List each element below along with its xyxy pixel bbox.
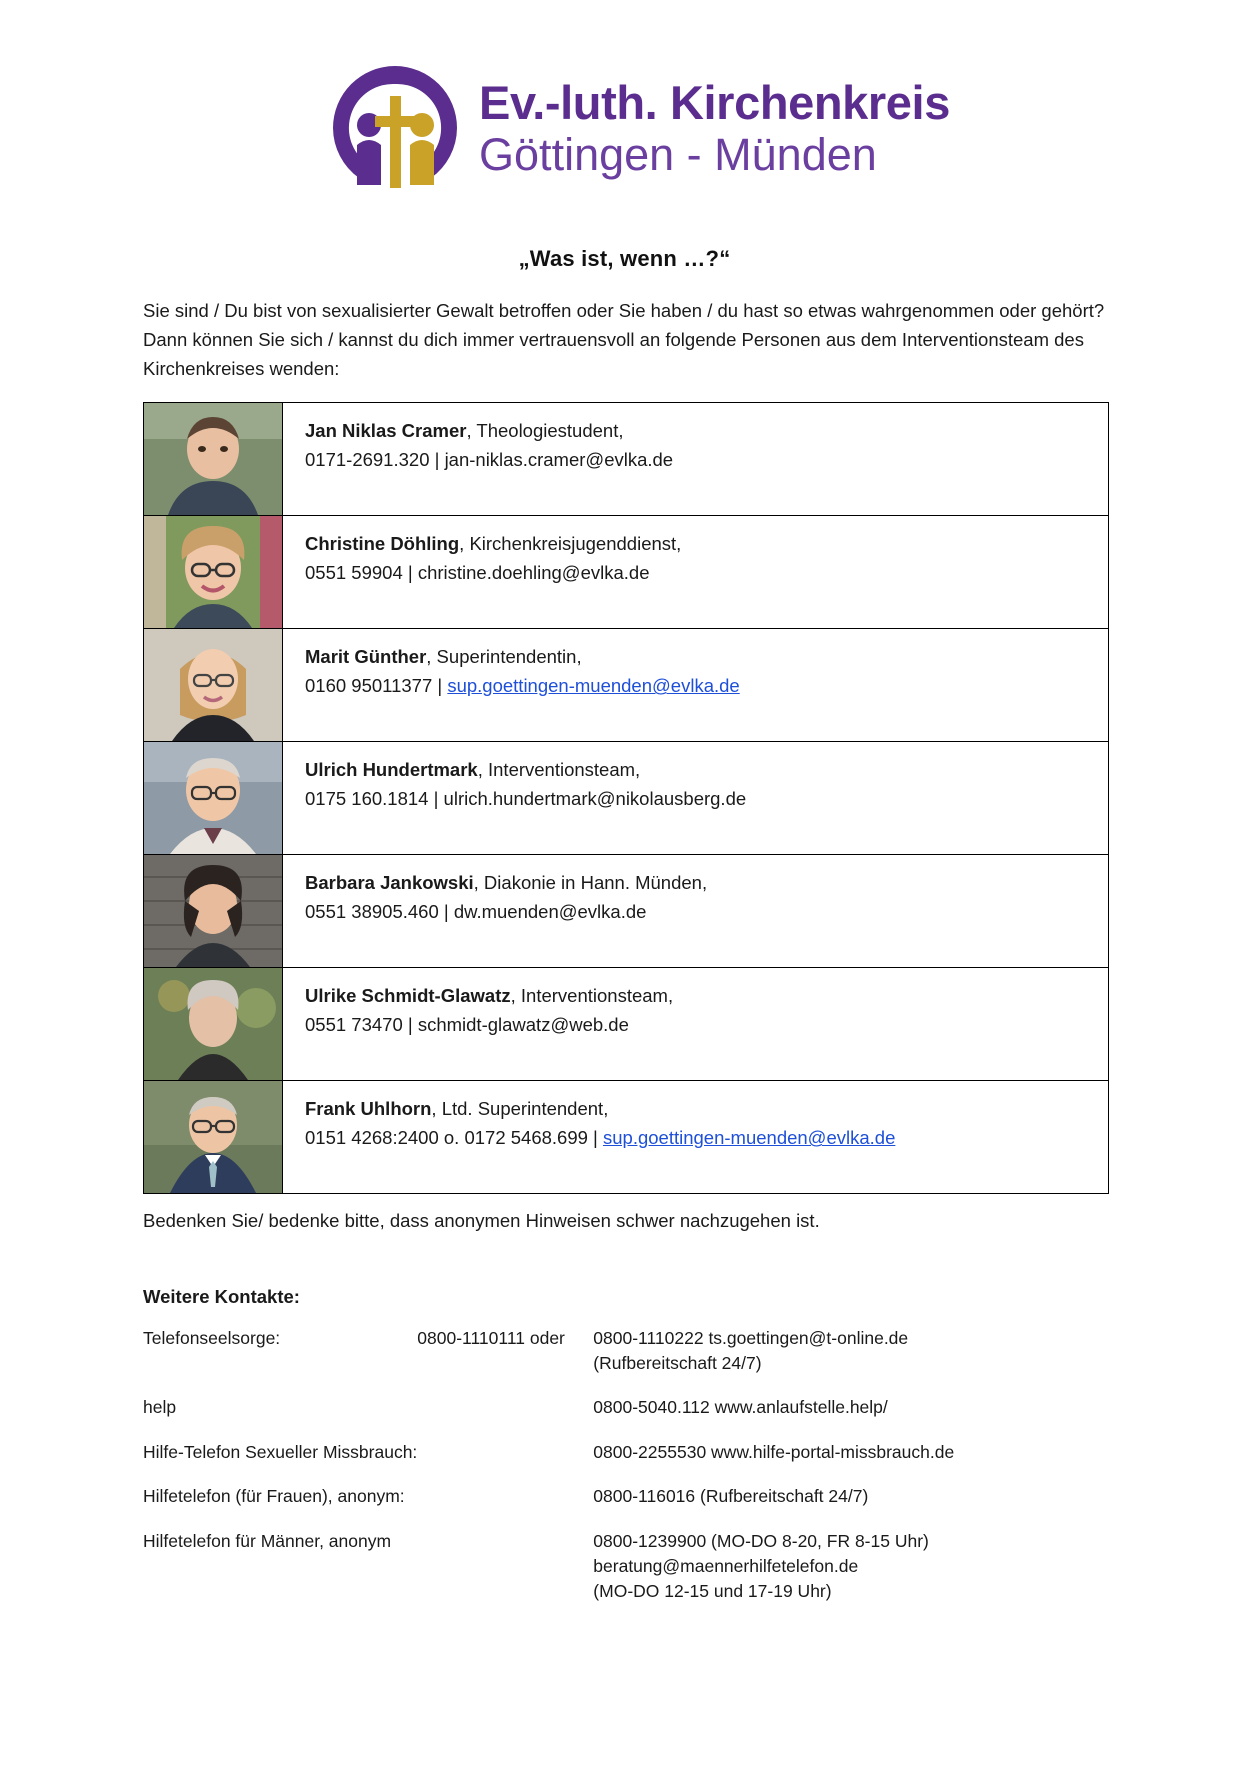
info-cell xyxy=(283,854,1109,967)
person-contact: 0171-2691.320 | jan-niklas.cramer@evlka.de xyxy=(305,449,674,471)
further-contact-value xyxy=(593,1484,1109,1528)
intervention-team-table xyxy=(143,402,1109,1194)
person-name: Frank Uhlhorn xyxy=(305,1097,432,1119)
person-role: , Ltd. Superintendent, xyxy=(431,1097,609,1119)
portrait-frank-uhlhorn xyxy=(144,1081,282,1193)
person-phone: 0151 4268:2400 o. 0172 5468.699 | xyxy=(305,1127,603,1149)
further-contact-label: Hilfetelefon (für Frauen), anonym: xyxy=(143,1486,405,1507)
further-contact-label: Telefonseelsorge: xyxy=(143,1327,281,1348)
page-title: „Was ist, wenn …?“ xyxy=(518,246,731,271)
info-cell xyxy=(283,741,1109,854)
further-contact-row xyxy=(143,1395,1109,1439)
person-email-link[interactable]: sup.goettingen-muenden@evlka.de xyxy=(447,675,740,697)
table-row xyxy=(144,515,1109,628)
person-name: Marit Günther xyxy=(305,645,427,667)
info-cell xyxy=(283,1080,1109,1193)
further-contact-label: help xyxy=(143,1397,177,1418)
further-contact-value-line: 0800-116016 (Rufbereitschaft 24/7) xyxy=(593,1486,869,1507)
further-contacts-table xyxy=(143,1326,1109,1624)
further-contact-value xyxy=(593,1395,1109,1439)
further-contact-label: Hilfetelefon für Männer, anonym xyxy=(143,1530,392,1551)
person-name: Barbara Jankowski xyxy=(305,871,474,893)
further-contact-value xyxy=(593,1326,1109,1396)
portrait-christine-doehling xyxy=(144,516,282,628)
person-name: Christine Döhling xyxy=(305,532,460,554)
person-name: Ulrich Hundertmark xyxy=(305,758,478,780)
person-name: Jan Niklas Cramer xyxy=(305,419,467,441)
photo-cell xyxy=(144,628,283,741)
photo-cell xyxy=(144,515,283,628)
intro-paragraph: Sie sind / Du bist von sexualisierter Gewalt betroffen oder Sie haben / du hast so etwas wahrgenommen oder gehört? Dann können Sie sich / kannst du dich immer vertrauensvoll an folgende Personen aus dem Interventionsteam des Kirchenkreises wenden: xyxy=(143,300,1105,380)
person-role: , Interventionsteam, xyxy=(510,984,674,1006)
table-row xyxy=(144,854,1109,967)
person-role: , Kirchenkreisjugenddienst, xyxy=(459,532,682,554)
further-contact-value-line: 0800-1239900 (MO-DO 8-20, FR 8-15 Uhr) xyxy=(593,1530,929,1551)
person-name: Ulrike Schmidt-Glawatz xyxy=(305,984,511,1006)
further-contact-number-alt xyxy=(417,1440,593,1484)
further-contact-number-alt xyxy=(417,1395,593,1439)
further-contact-value-line: 0800-5040.112 www.anlaufstelle.help/ xyxy=(593,1397,888,1418)
further-contact-row xyxy=(143,1326,1109,1396)
photo-cell xyxy=(144,854,283,967)
person-contact: 0175 160.1814 | ulrich.hundertmark@nikolausberg.de xyxy=(305,788,747,810)
further-contact-label: Hilfe-Telefon Sexueller Missbrauch: xyxy=(143,1441,418,1462)
table-row xyxy=(144,402,1109,515)
logo-line-2: Göttingen - Münden xyxy=(479,129,877,180)
portrait-ulrich-hundertmark xyxy=(144,742,282,854)
further-contact-row xyxy=(143,1484,1109,1528)
further-contact-value-line: (Rufbereitschaft 24/7) xyxy=(593,1353,762,1374)
further-contact-value xyxy=(593,1529,1109,1624)
info-cell xyxy=(283,515,1109,628)
person-role: , Interventionsteam, xyxy=(477,758,641,780)
portrait-marit-guenther xyxy=(144,629,282,741)
further-contact-value-line: (MO-DO 12-15 und 17-19 Uhr) xyxy=(593,1581,832,1602)
portrait-barbara-jankowski xyxy=(144,855,282,967)
further-contact-value-line: 0800-2255530 www.hilfe-portal-missbrauch.de xyxy=(593,1441,955,1462)
person-contact: 0551 38905.460 | dw.muenden@evlka.de xyxy=(305,901,647,923)
table-row xyxy=(144,1080,1109,1193)
photo-cell xyxy=(144,967,283,1080)
table-row xyxy=(144,741,1109,854)
person-contact: 0551 73470 | schmidt-glawatz@web.de xyxy=(305,1014,629,1036)
info-cell xyxy=(283,967,1109,1080)
church-logo-icon xyxy=(319,52,471,204)
anonymity-note: Bedenken Sie/ bedenke bitte, dass anonymen Hinweisen schwer nachzugehen ist. xyxy=(143,1209,820,1231)
logo-line-1: Ev.-luth. Kirchenkreis xyxy=(479,76,950,129)
table-row xyxy=(144,967,1109,1080)
person-role: , Diakonie in Hann. Münden, xyxy=(473,871,708,893)
person-phone: 0160 95011377 | xyxy=(305,675,448,697)
portrait-jan-niklas-cramer xyxy=(144,403,282,515)
further-contact-number-alt xyxy=(417,1529,593,1624)
further-contact-value-line: 0800-1110222 ts.goettingen@t-online.de xyxy=(593,1327,909,1348)
further-contacts-heading: Weitere Kontakte: xyxy=(143,1285,300,1307)
further-contact-number-alt: 0800-1110111 oder xyxy=(417,1327,565,1348)
info-cell xyxy=(283,402,1109,515)
table-row xyxy=(144,628,1109,741)
organization-logo xyxy=(0,0,1249,204)
photo-cell xyxy=(144,1080,283,1193)
further-contact-value xyxy=(593,1440,1109,1484)
further-contact-row xyxy=(143,1440,1109,1484)
person-role: , Superintendentin, xyxy=(426,645,582,667)
photo-cell xyxy=(144,741,283,854)
further-contact-value-line: beratung@maennerhilfetelefon.de xyxy=(593,1555,859,1576)
person-role: , Theologiestudent, xyxy=(466,419,624,441)
further-contact-number-alt xyxy=(417,1484,593,1528)
further-contact-row xyxy=(143,1529,1109,1624)
photo-cell xyxy=(144,402,283,515)
info-cell xyxy=(283,628,1109,741)
person-contact: 0551 59904 | christine.doehling@evlka.de xyxy=(305,562,650,584)
portrait-ulrike-schmidt-glawatz xyxy=(144,968,282,1080)
person-email-link[interactable]: sup.goettingen-muenden@evlka.de xyxy=(603,1127,896,1149)
